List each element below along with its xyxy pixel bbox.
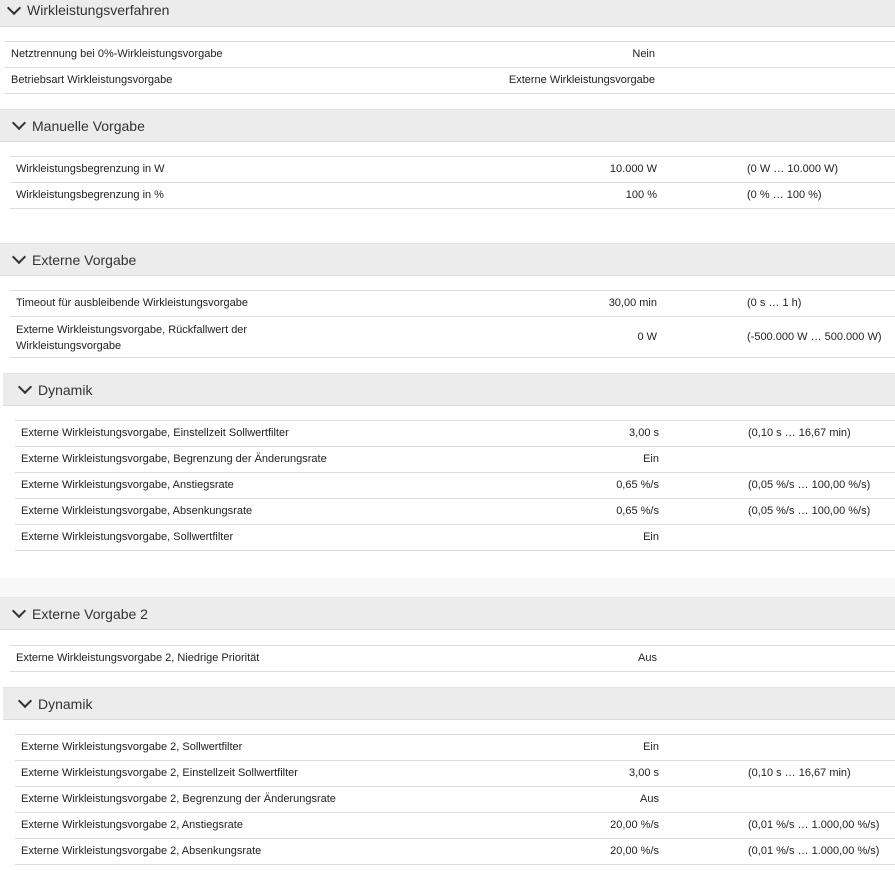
parameter-value[interactable]: 20,00 %/s xyxy=(610,845,659,857)
parameter-value[interactable]: Aus xyxy=(640,793,659,805)
table-row xyxy=(10,646,895,672)
chevron-down-icon xyxy=(18,380,32,394)
parameter-value[interactable]: Externe Wirkleistungsvorgabe xyxy=(508,74,655,86)
parameter-range: (0 s … 1 h) xyxy=(747,297,802,309)
section-title: Manuelle Vorgabe xyxy=(32,117,145,134)
section-title: Externe Vorgabe xyxy=(32,251,137,268)
section-header-externe-vorgabe[interactable] xyxy=(0,243,895,276)
parameter-value[interactable]: Nein xyxy=(632,48,655,60)
parameter-table-externe-vorgabe xyxy=(10,290,895,358)
section-title: Wirkleistungsverfahren xyxy=(27,2,170,18)
parameter-table-externe-vorgabe-2 xyxy=(10,645,895,672)
parameter-label: Externe Wirkleistungsvorgabe 2, Niedrige Priorität xyxy=(16,652,260,664)
table-row xyxy=(15,473,895,499)
parameter-label: Externe Wirkleistungsvorgabe 2, Absenkungsrate xyxy=(21,845,262,857)
parameter-value[interactable]: 3,00 s xyxy=(629,767,659,779)
table-row xyxy=(5,68,895,94)
table-row xyxy=(5,42,895,68)
parameter-value[interactable]: 0,65 %/s xyxy=(616,505,659,517)
table-row xyxy=(10,157,895,183)
parameter-label: Externe Wirkleistungsvorgabe 2, Anstiegsrate xyxy=(21,819,243,831)
section-header-dynamik[interactable] xyxy=(3,373,895,406)
table-row xyxy=(15,525,895,551)
parameter-table-wirkleistungsverfahren xyxy=(5,41,895,94)
parameter-value[interactable]: 100 % xyxy=(625,189,657,201)
parameter-range: (0 W … 10.000 W) xyxy=(747,163,839,175)
parameter-label-line: Externe Wirkleistungsvorgabe, Rückfallwert der xyxy=(16,324,248,336)
parameter-value[interactable]: 3,00 s xyxy=(629,427,659,439)
parameter-value[interactable]: Ein xyxy=(643,453,659,465)
parameter-label: Wirkleistungsbegrenzung in % xyxy=(16,189,164,201)
section-header-manuelle-vorgabe[interactable] xyxy=(0,109,895,142)
parameter-table-dynamik xyxy=(15,420,895,551)
parameter-range: (0,05 %/s … 100,00 %/s) xyxy=(748,479,871,491)
parameter-label: Externe Wirkleistungsvorgabe, Absenkungsrate xyxy=(21,505,253,517)
table-row xyxy=(15,421,895,447)
parameter-range: (0 % … 100 %) xyxy=(747,189,822,201)
parameter-range: (0,10 s … 16,67 min) xyxy=(748,427,851,439)
parameter-value[interactable]: 10.000 W xyxy=(609,163,657,175)
parameter-range: (0,01 %/s … 1.000,00 %/s) xyxy=(748,819,880,831)
parameter-range: (0,10 s … 16,67 min) xyxy=(748,767,851,779)
table-row xyxy=(15,447,895,473)
parameter-value[interactable]: Ein xyxy=(643,741,659,753)
parameter-label: Externe Wirkleistungsvorgabe, Einstellzeit Sollwertfilter xyxy=(21,427,289,439)
section-title: Dynamik xyxy=(38,695,93,712)
section-title: Dynamik xyxy=(38,381,93,398)
parameter-value[interactable]: 0,65 %/s xyxy=(616,479,659,491)
parameter-label: Externe Wirkleistungsvorgabe 2, Sollwertfilter xyxy=(21,741,243,753)
chevron-down-icon xyxy=(18,694,32,708)
parameter-label: Externe Wirkleistungsvorgabe, Anstiegsrate xyxy=(21,479,234,491)
chevron-down-icon xyxy=(7,0,21,14)
parameter-value[interactable]: Ein xyxy=(643,531,659,543)
parameter-value[interactable]: 0 W xyxy=(637,331,657,343)
parameter-label: Netztrennung bei 0%-Wirkleistungsvorgabe xyxy=(11,48,223,60)
parameter-value[interactable]: 30,00 min xyxy=(608,297,657,309)
table-row xyxy=(15,839,895,865)
section-spacer xyxy=(0,578,895,597)
parameter-label: Betriebsart Wirkleistungsvorgabe xyxy=(11,74,173,86)
table-row xyxy=(10,291,895,317)
parameter-label: Externe Wirkleistungsvorgabe, Begrenzung der Änderungsrate xyxy=(21,453,327,465)
section-header-wirkleistungsverfahren[interactable] xyxy=(0,0,895,27)
section-title: Externe Vorgabe 2 xyxy=(32,605,148,622)
table-row xyxy=(10,183,895,209)
chevron-down-icon xyxy=(12,116,26,130)
parameter-table-manuelle-vorgabe xyxy=(10,156,895,209)
parameter-value[interactable]: 20,00 %/s xyxy=(610,819,659,831)
parameter-range: (0,05 %/s … 100,00 %/s) xyxy=(748,505,871,517)
parameter-range: (-500.000 W … 500.000 W) xyxy=(747,331,882,343)
table-row xyxy=(10,317,895,358)
chevron-down-icon xyxy=(12,250,26,264)
parameter-table-dynamik-2 xyxy=(15,734,895,865)
parameter-label: Externe Wirkleistungsvorgabe 2, Einstellzeit Sollwertfilter xyxy=(21,767,298,779)
parameter-label xyxy=(16,322,247,354)
parameter-label: Wirkleistungsbegrenzung in W xyxy=(16,163,165,175)
table-row xyxy=(15,761,895,787)
parameter-label: Externe Wirkleistungsvorgabe, Sollwertfilter xyxy=(21,531,234,543)
section-header-dynamik-2[interactable] xyxy=(3,687,895,720)
table-row xyxy=(15,813,895,839)
parameter-label-line: Wirkleistungsvorgabe xyxy=(16,340,122,352)
table-row xyxy=(15,499,895,525)
table-row xyxy=(15,735,895,761)
section-header-externe-vorgabe-2[interactable] xyxy=(0,597,895,630)
parameter-label: Externe Wirkleistungsvorgabe 2, Begrenzung der Änderungsrate xyxy=(21,793,336,805)
parameter-range: (0,01 %/s … 1.000,00 %/s) xyxy=(748,845,880,857)
chevron-down-icon xyxy=(12,604,26,618)
table-row xyxy=(15,787,895,813)
parameter-value[interactable]: Aus xyxy=(638,652,657,664)
parameter-label: Timeout für ausbleibende Wirkleistungsvorgabe xyxy=(16,297,248,309)
